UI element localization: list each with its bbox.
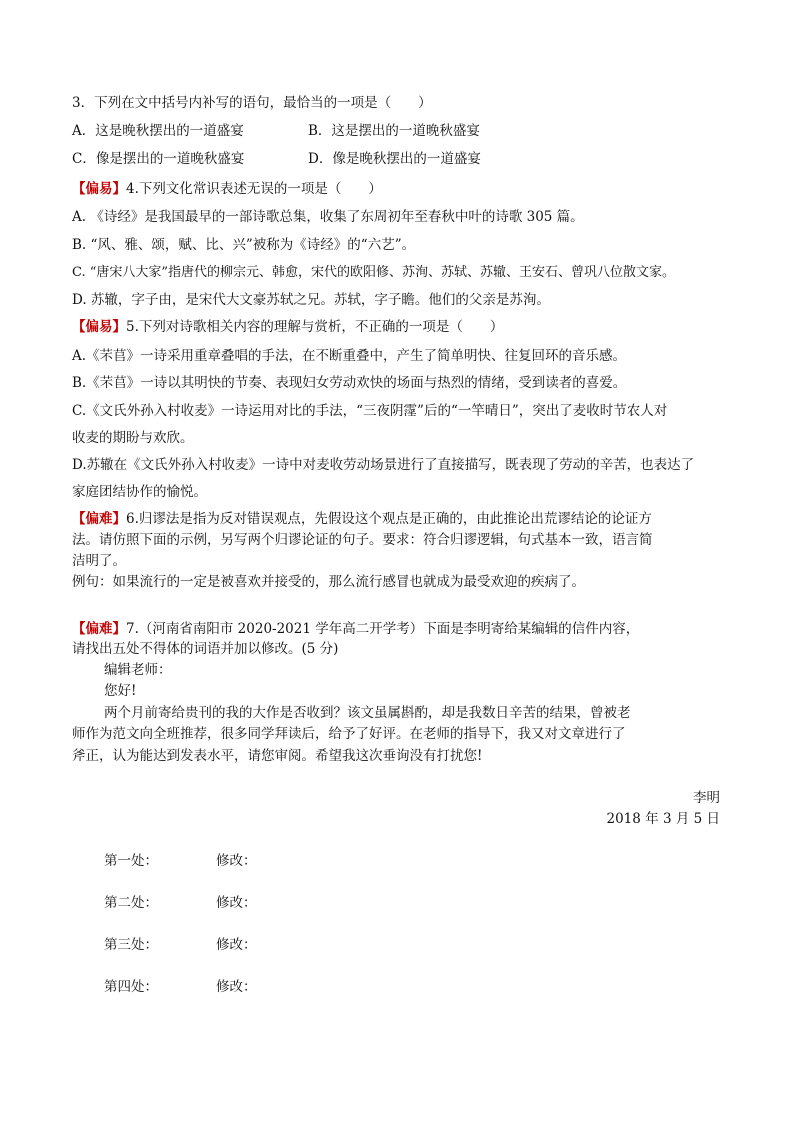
q3-option-c: C．像是摆出的一道晚秋盛宴 xyxy=(72,151,245,167)
q4-option-c: C. “唐宋八大家”指唐代的柳宗元、韩愈，宋代的欧阳修、苏洵、苏轼、苏辙、王安石、曾巩八位散文家。 xyxy=(72,265,676,280)
letter-body-line2: 师作为范文向全班推荐，很多同学拜读后，给予了好评。在老师的指导下，我又对文章进行了 xyxy=(72,726,626,742)
q5-option-c-line1: C.《文氏外孙入村收麦》一诗运用对比的手法，“三夜阴霪”后的“一竿晴日”，突出了麦收时节农人对 xyxy=(72,403,668,419)
q4-option-d: D. 苏辙，字子由，是宋代大文豪苏轼之兄。苏轼，字子瞻。他们的父亲是苏洵。 xyxy=(72,292,550,308)
difficulty-tag: 【偏难】 xyxy=(72,621,126,637)
q6-line2: 法。请仿照下面的示例，另写两个归谬论证的句子。要求：符合归谬逻辑，句式基本一致，语言简 xyxy=(72,532,653,548)
q4-stem: 4.下列文化常识表述无误的一项是（ ） xyxy=(126,181,382,197)
q6-line3: 洁明了。 xyxy=(72,553,126,569)
answer-fix-2: 修改： xyxy=(216,895,257,911)
letter-body-line1: 两个月前寄给贵刊的我的大作是否收到？该文虽属斟酌，却是我数日辛苦的结果，曾被老 xyxy=(104,705,631,721)
difficulty-tag: 【偏难】 xyxy=(72,511,126,527)
q6-example: 例句：如果流行的一定是被喜欢并接受的，那么流行感冒也就成为最受欢迎的疾病了。 xyxy=(72,574,585,590)
q3-option-b: B．这是摆出的一道晚秋盛宴 xyxy=(308,123,480,139)
q5-option-a: A.《芣苢》一诗采用重章叠唱的手法，在不断重叠中，产生了简单明快、往复回环的音乐感。 xyxy=(72,348,627,364)
answer-place-1: 第一处： xyxy=(104,853,158,869)
answer-place-3: 第三处： xyxy=(104,937,158,953)
q5-option-b: B.《芣苢》一诗以其明快的节奏、表现妇女劳动欢快的场面与热烈的情绪，受到读者的喜爱。 xyxy=(72,375,627,391)
letter-date: 2018 年 3 月 5 日 xyxy=(606,811,720,827)
letter-body-line3: 斧正，认为能达到发表水平，请您审阅。希望我这次垂询没有打扰您! xyxy=(72,748,483,764)
q5-option-c-line2: 收麦的期盼与欢欣。 xyxy=(72,430,194,446)
q5-stem: 5.下列对诗歌相关内容的理解与赏析，不正确的一项是（ ） xyxy=(126,319,504,335)
q3-stem: 3．下列在文中括号内补写的语句，最恰当的一项是（ ） xyxy=(72,95,432,111)
difficulty-tag: 【偏易】 xyxy=(72,181,126,197)
q7-line1 xyxy=(72,620,639,638)
answer-fix-3: 修改： xyxy=(216,937,257,953)
q4-option-a: A. 《诗经》是我国最早的一部诗歌总集，收集了东周初年至春秋中叶的诗歌 305 篇。 xyxy=(72,209,584,225)
q7-line2: 请找出五处不得体的词语并加以修改。(5 分) xyxy=(72,641,339,657)
q4-stem-line xyxy=(72,180,382,198)
q6-line1 xyxy=(72,510,652,528)
answer-place-2: 第二处： xyxy=(104,895,158,911)
q5-stem-line xyxy=(72,318,503,336)
q7-text1: 7.（河南省南阳市 2020-2021 学年高二开学考）下面是李明寄给某编辑的信件内容， xyxy=(126,621,640,637)
difficulty-tag: 【偏易】 xyxy=(72,319,126,335)
q5-option-d-line1: D.苏辙在《文氏外孙入村收麦》一诗中对麦收劳动场景进行了直接描写，既表现了劳动的辛苦，也表达了 xyxy=(72,457,695,473)
q3-option-d: D．像是晚秋摆出的一道盛宴 xyxy=(308,151,481,167)
answer-fix-1: 修改： xyxy=(216,853,257,869)
letter-greeting: 您好! xyxy=(104,683,137,699)
q5-option-d-line2: 家庭团结协作的愉悦。 xyxy=(72,484,207,500)
q4-option-b: B. “风、雅、颂，赋、比、兴”被称为《诗经》的“六艺”。 xyxy=(72,237,416,253)
q6-text1: 6.归谬法是指为反对错误观点，先假设这个观点是正确的，由此推论出荒谬结论的论证方 xyxy=(126,511,652,527)
answer-place-4: 第四处： xyxy=(104,979,158,995)
q3-option-a: A．这是晚秋摆出的一道盛宴 xyxy=(72,123,244,139)
letter-salutation: 编辑老师： xyxy=(104,662,172,678)
letter-signature: 李明 xyxy=(693,790,720,806)
answer-fix-4: 修改： xyxy=(216,979,257,995)
